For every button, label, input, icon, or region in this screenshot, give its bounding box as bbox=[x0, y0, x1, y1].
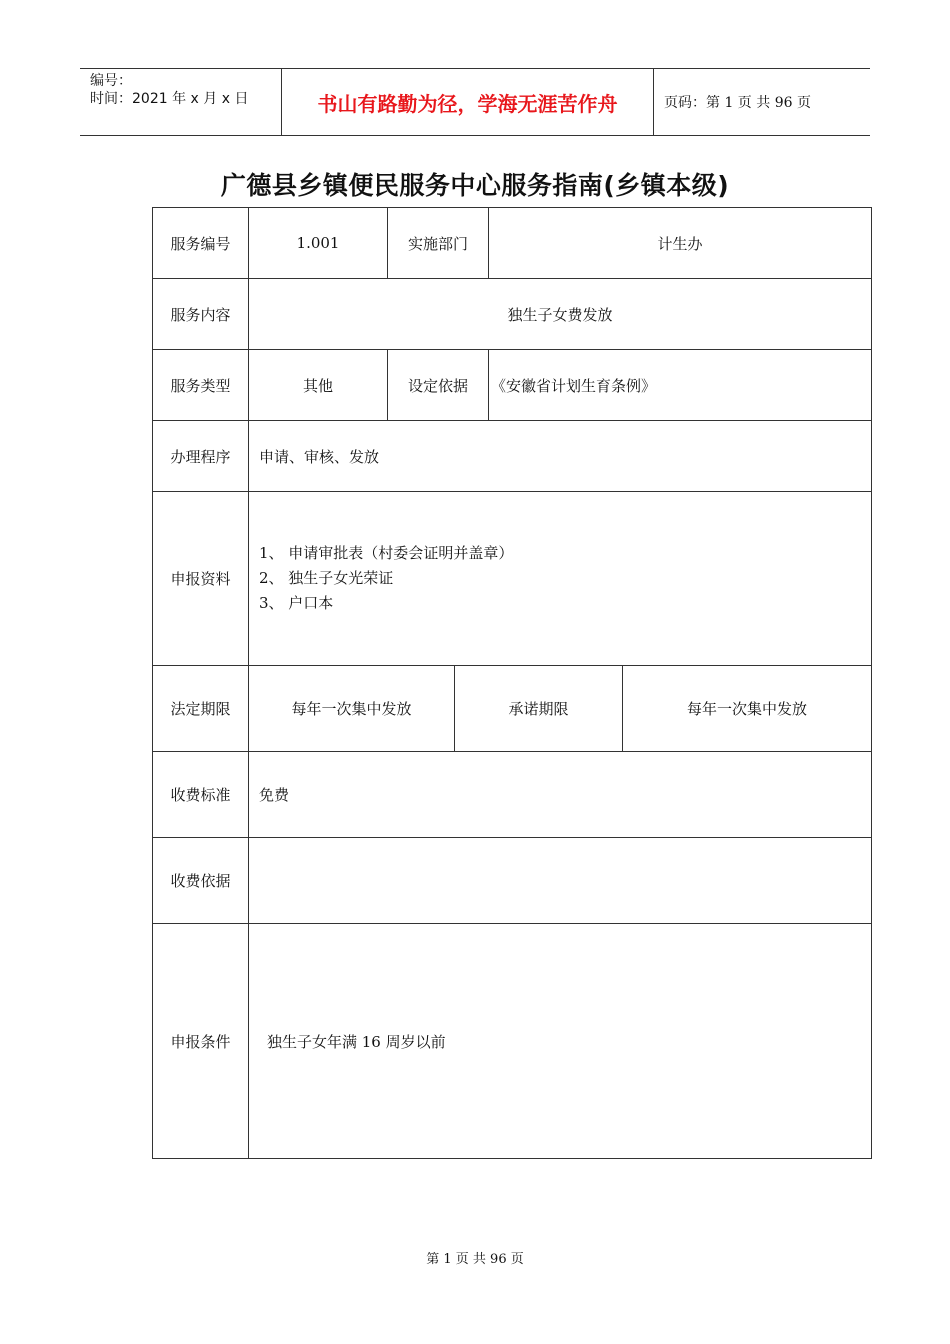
table-row bbox=[153, 492, 872, 666]
document-title: 广德县乡镇便民服务中心服务指南(乡镇本级) bbox=[220, 171, 730, 200]
table-row bbox=[153, 924, 872, 1159]
code-label: 编号： bbox=[90, 73, 132, 89]
conditions-label: 申报条件 bbox=[153, 924, 249, 1159]
list-item: 2、 独生子女光荣证 bbox=[259, 569, 394, 587]
fee-basis-value bbox=[249, 838, 872, 924]
time-label: 时间：2021 年 x 月 x 日 bbox=[90, 91, 249, 107]
procedure-label: 办理程序 bbox=[153, 421, 249, 492]
fee-basis-label: 收费依据 bbox=[153, 838, 249, 924]
promise-period-label: 承诺期限 bbox=[455, 666, 623, 752]
service-no-label: 服务编号 bbox=[153, 208, 249, 279]
service-no-value: 1.001 bbox=[249, 208, 388, 279]
type-value: 其他 bbox=[249, 350, 388, 421]
promise-period-value: 每年一次集中发放 bbox=[623, 666, 872, 752]
legal-period-label: 法定期限 bbox=[153, 666, 249, 752]
basis-label: 设定依据 bbox=[388, 350, 489, 421]
header-slogan: 书山有路勤为径，学海无涯苦作舟 bbox=[282, 69, 654, 135]
type-label: 服务类型 bbox=[153, 350, 249, 421]
header-meta bbox=[80, 69, 282, 135]
header-page-info: 页码：第 1 页 共 96 页 bbox=[664, 95, 811, 111]
page-header bbox=[80, 68, 870, 136]
content-value: 独生子女费发放 bbox=[249, 279, 872, 350]
service-guide-table bbox=[152, 207, 872, 1159]
conditions-value: 独生子女年满 16 周岁以前 bbox=[249, 924, 872, 1159]
list-item: 1、 申请审批表（村委会证明并盖章） bbox=[259, 544, 514, 562]
legal-period-value: 每年一次集中发放 bbox=[249, 666, 455, 752]
table-row bbox=[153, 208, 872, 279]
table-row bbox=[153, 752, 872, 838]
fee-label: 收费标准 bbox=[153, 752, 249, 838]
table-row bbox=[153, 666, 872, 752]
materials-label: 申报资料 bbox=[153, 492, 249, 666]
content-label: 服务内容 bbox=[153, 279, 249, 350]
table-row bbox=[153, 350, 872, 421]
list-item: 3、 户口本 bbox=[259, 594, 334, 612]
materials-list bbox=[249, 492, 872, 666]
table-row bbox=[153, 838, 872, 924]
fee-value: 免费 bbox=[249, 752, 872, 838]
table-row bbox=[153, 421, 872, 492]
dept-label: 实施部门 bbox=[388, 208, 489, 279]
basis-value: 《安徽省计划生育条例》 bbox=[489, 350, 872, 421]
page-footer: 第 1 页 共 96 页 bbox=[426, 1252, 524, 1267]
procedure-value: 申请、审核、发放 bbox=[249, 421, 872, 492]
table-row bbox=[153, 279, 872, 350]
dept-value: 计生办 bbox=[489, 208, 872, 279]
